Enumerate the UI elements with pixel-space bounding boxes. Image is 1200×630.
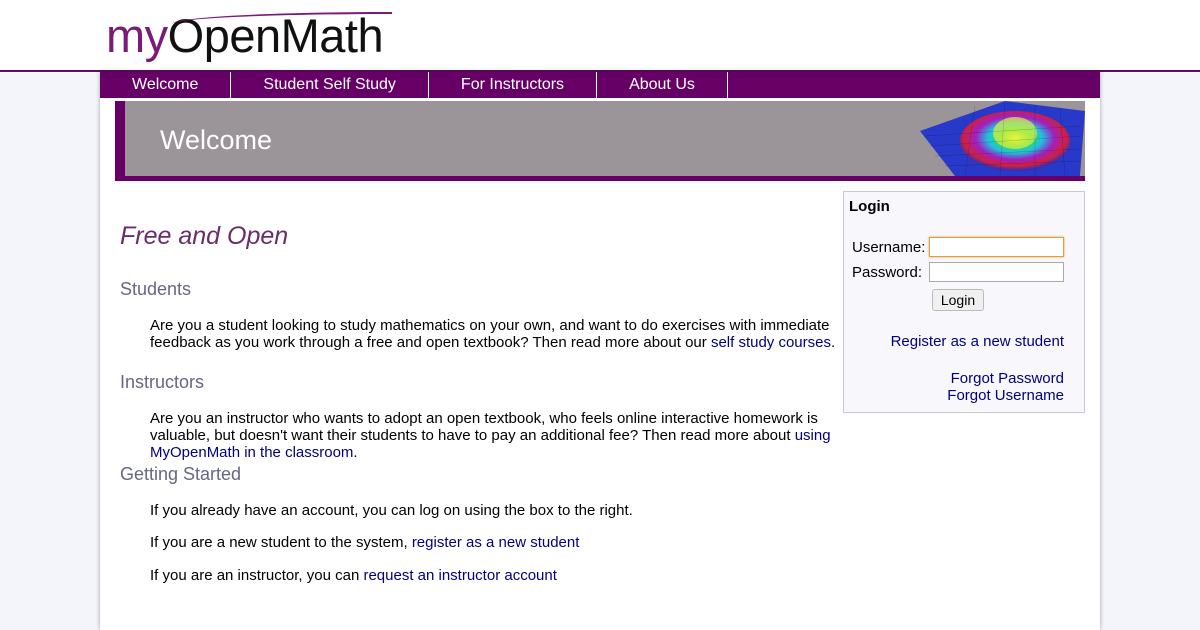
site-header bbox=[0, 0, 1200, 72]
banner-title: Welcome bbox=[160, 125, 273, 155]
nav-student-self-study[interactable]: Student Self Study bbox=[231, 72, 429, 98]
password-input[interactable] bbox=[929, 262, 1064, 282]
username-input[interactable] bbox=[929, 237, 1064, 257]
register-student-link[interactable]: Register as a new student bbox=[890, 333, 1064, 350]
login-title: Login bbox=[849, 198, 890, 215]
instructors-heading: Instructors bbox=[120, 372, 205, 392]
nav-about-us[interactable]: About Us bbox=[597, 72, 728, 98]
getting-started-line1: If you already have an account, you can log on using the box to the right. bbox=[150, 502, 633, 519]
page-container bbox=[100, 72, 1100, 630]
logo-openmath: OpenMath bbox=[167, 9, 384, 62]
password-label: Password: bbox=[852, 264, 923, 281]
getting-started-heading: Getting Started bbox=[120, 464, 242, 484]
classroom-link[interactable]: using MyOpenMath in the classroom bbox=[150, 427, 831, 461]
request-instructor-account-link[interactable]: request an instructor account bbox=[363, 567, 557, 584]
free-and-open-heading: Free and Open bbox=[120, 222, 289, 250]
surface-plot-graphic bbox=[915, 101, 1085, 176]
logo-my: my bbox=[106, 9, 168, 62]
username-label: Username: bbox=[852, 239, 926, 256]
main-nav bbox=[100, 72, 1100, 98]
login-button[interactable]: Login bbox=[932, 289, 984, 311]
login-box bbox=[843, 191, 1085, 413]
instructors-paragraph: Are you an instructor who wants to adopt an open textbook, who feels online interactive homework is valuable, but doesn't want their students to have to pay an additional fee? Then read more about using MyOpenMath in the classroom. bbox=[150, 410, 831, 461]
students-paragraph: Are you a student looking to study mathematics on your own, and want to do exercises with immediate feedback as you work through a free and open textbook? Then read more about our self study courses. bbox=[150, 317, 836, 351]
getting-started-line2: If you are a new student to the system, register as a new student bbox=[150, 534, 580, 551]
nav-welcome[interactable]: Welcome bbox=[100, 72, 231, 98]
getting-started-line3: If you are an instructor, you can request an instructor account bbox=[150, 567, 557, 584]
forgot-password-link[interactable]: Forgot Password bbox=[950, 370, 1064, 387]
students-heading: Students bbox=[120, 279, 192, 299]
self-study-courses-link[interactable]: self study courses bbox=[710, 334, 831, 351]
nav-for-instructors[interactable]: For Instructors bbox=[429, 72, 597, 98]
forgot-username-link[interactable]: Forgot Username bbox=[947, 387, 1064, 404]
welcome-banner bbox=[115, 101, 1085, 181]
myopenmath-logo[interactable] bbox=[106, 8, 383, 64]
register-new-student-link[interactable]: register as a new student bbox=[411, 534, 580, 551]
